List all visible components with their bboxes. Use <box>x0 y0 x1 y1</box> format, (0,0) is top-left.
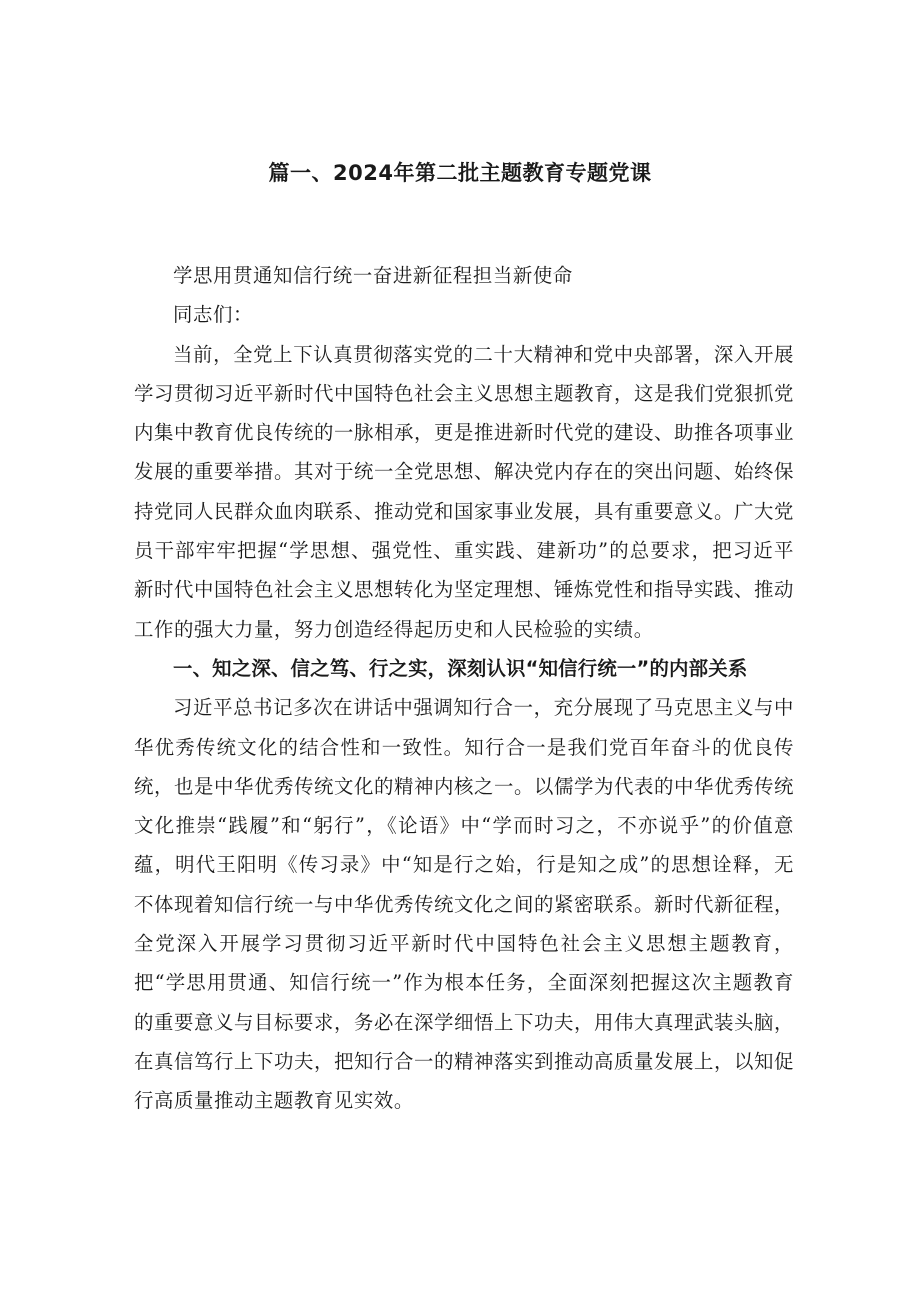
document-body <box>134 256 794 1121</box>
document-title: 篇一、2024年第二批主题教育专题党课 <box>268 161 652 185</box>
paragraph-intro: 当前，全党上下认真贯彻落实党的二十大精神和党中央部署，深入开展学习贯彻习近平新时代中国特色社会主义思想主题教育，这是我们党狠抓党内集中教育优良传统的一脉相承，更是推进新时代党的建设、助推各项事业发展的重要举措。其对于统一全党思想、解决党内存在的突出问题、始终保持党同人民群众血肉联系、推动党和国家事业发展，具有重要意义。广大党员干部牢牢把握“学思想、强党性、重实践、建新功”的总要求，把习近平新时代中国特色社会主义思想转化为坚定理想、锤炼党性和指导实践、推动工作的强大力量，努力创造经得起历史和人民检验的实绩。 <box>134 342 794 641</box>
section-heading-1: 一、知之深、信之笃、行之实，深刻认识“知信行统一”的内部关系 <box>173 656 748 680</box>
paragraph-section-1: 习近平总书记多次在讲话中强调知行合一，充分展现了马克思主义与中华优秀传统文化的结合性和一致性。知行合一是我们党百年奋斗的优良传统，也是中华优秀传统文化的精神内核之一。以儒学为代表的中华优秀传统文化推崇“践履”和“躬行”，《论语》中“学而时习之，不亦说乎”的价值意蕴，明代王阳明《传习录》中“知是行之始，行是知之成”的思想诠释，无不体现着知信行统一与中华优秀传统文化之间的紧密联系。新时代新征程，全党深入开展学习贯彻习近平新时代中国特色社会主义思想主题教育，把“学思用贯通、知信行统一”作为根本任务，全面深刻把握这次主题教育的重要意义与目标要求，务必在深学细悟上下功夫，用伟大真理武装头脑，在真信笃行上下功夫，把知行合一的精神落实到推动高质量发展上，以知促行高质量推动主题教育见实效。 <box>134 696 794 1113</box>
speech-subtitle: 学思用贯通知信行统一奋进新征程担当新使命 <box>173 264 573 287</box>
salutation: 同志们： <box>173 303 253 327</box>
